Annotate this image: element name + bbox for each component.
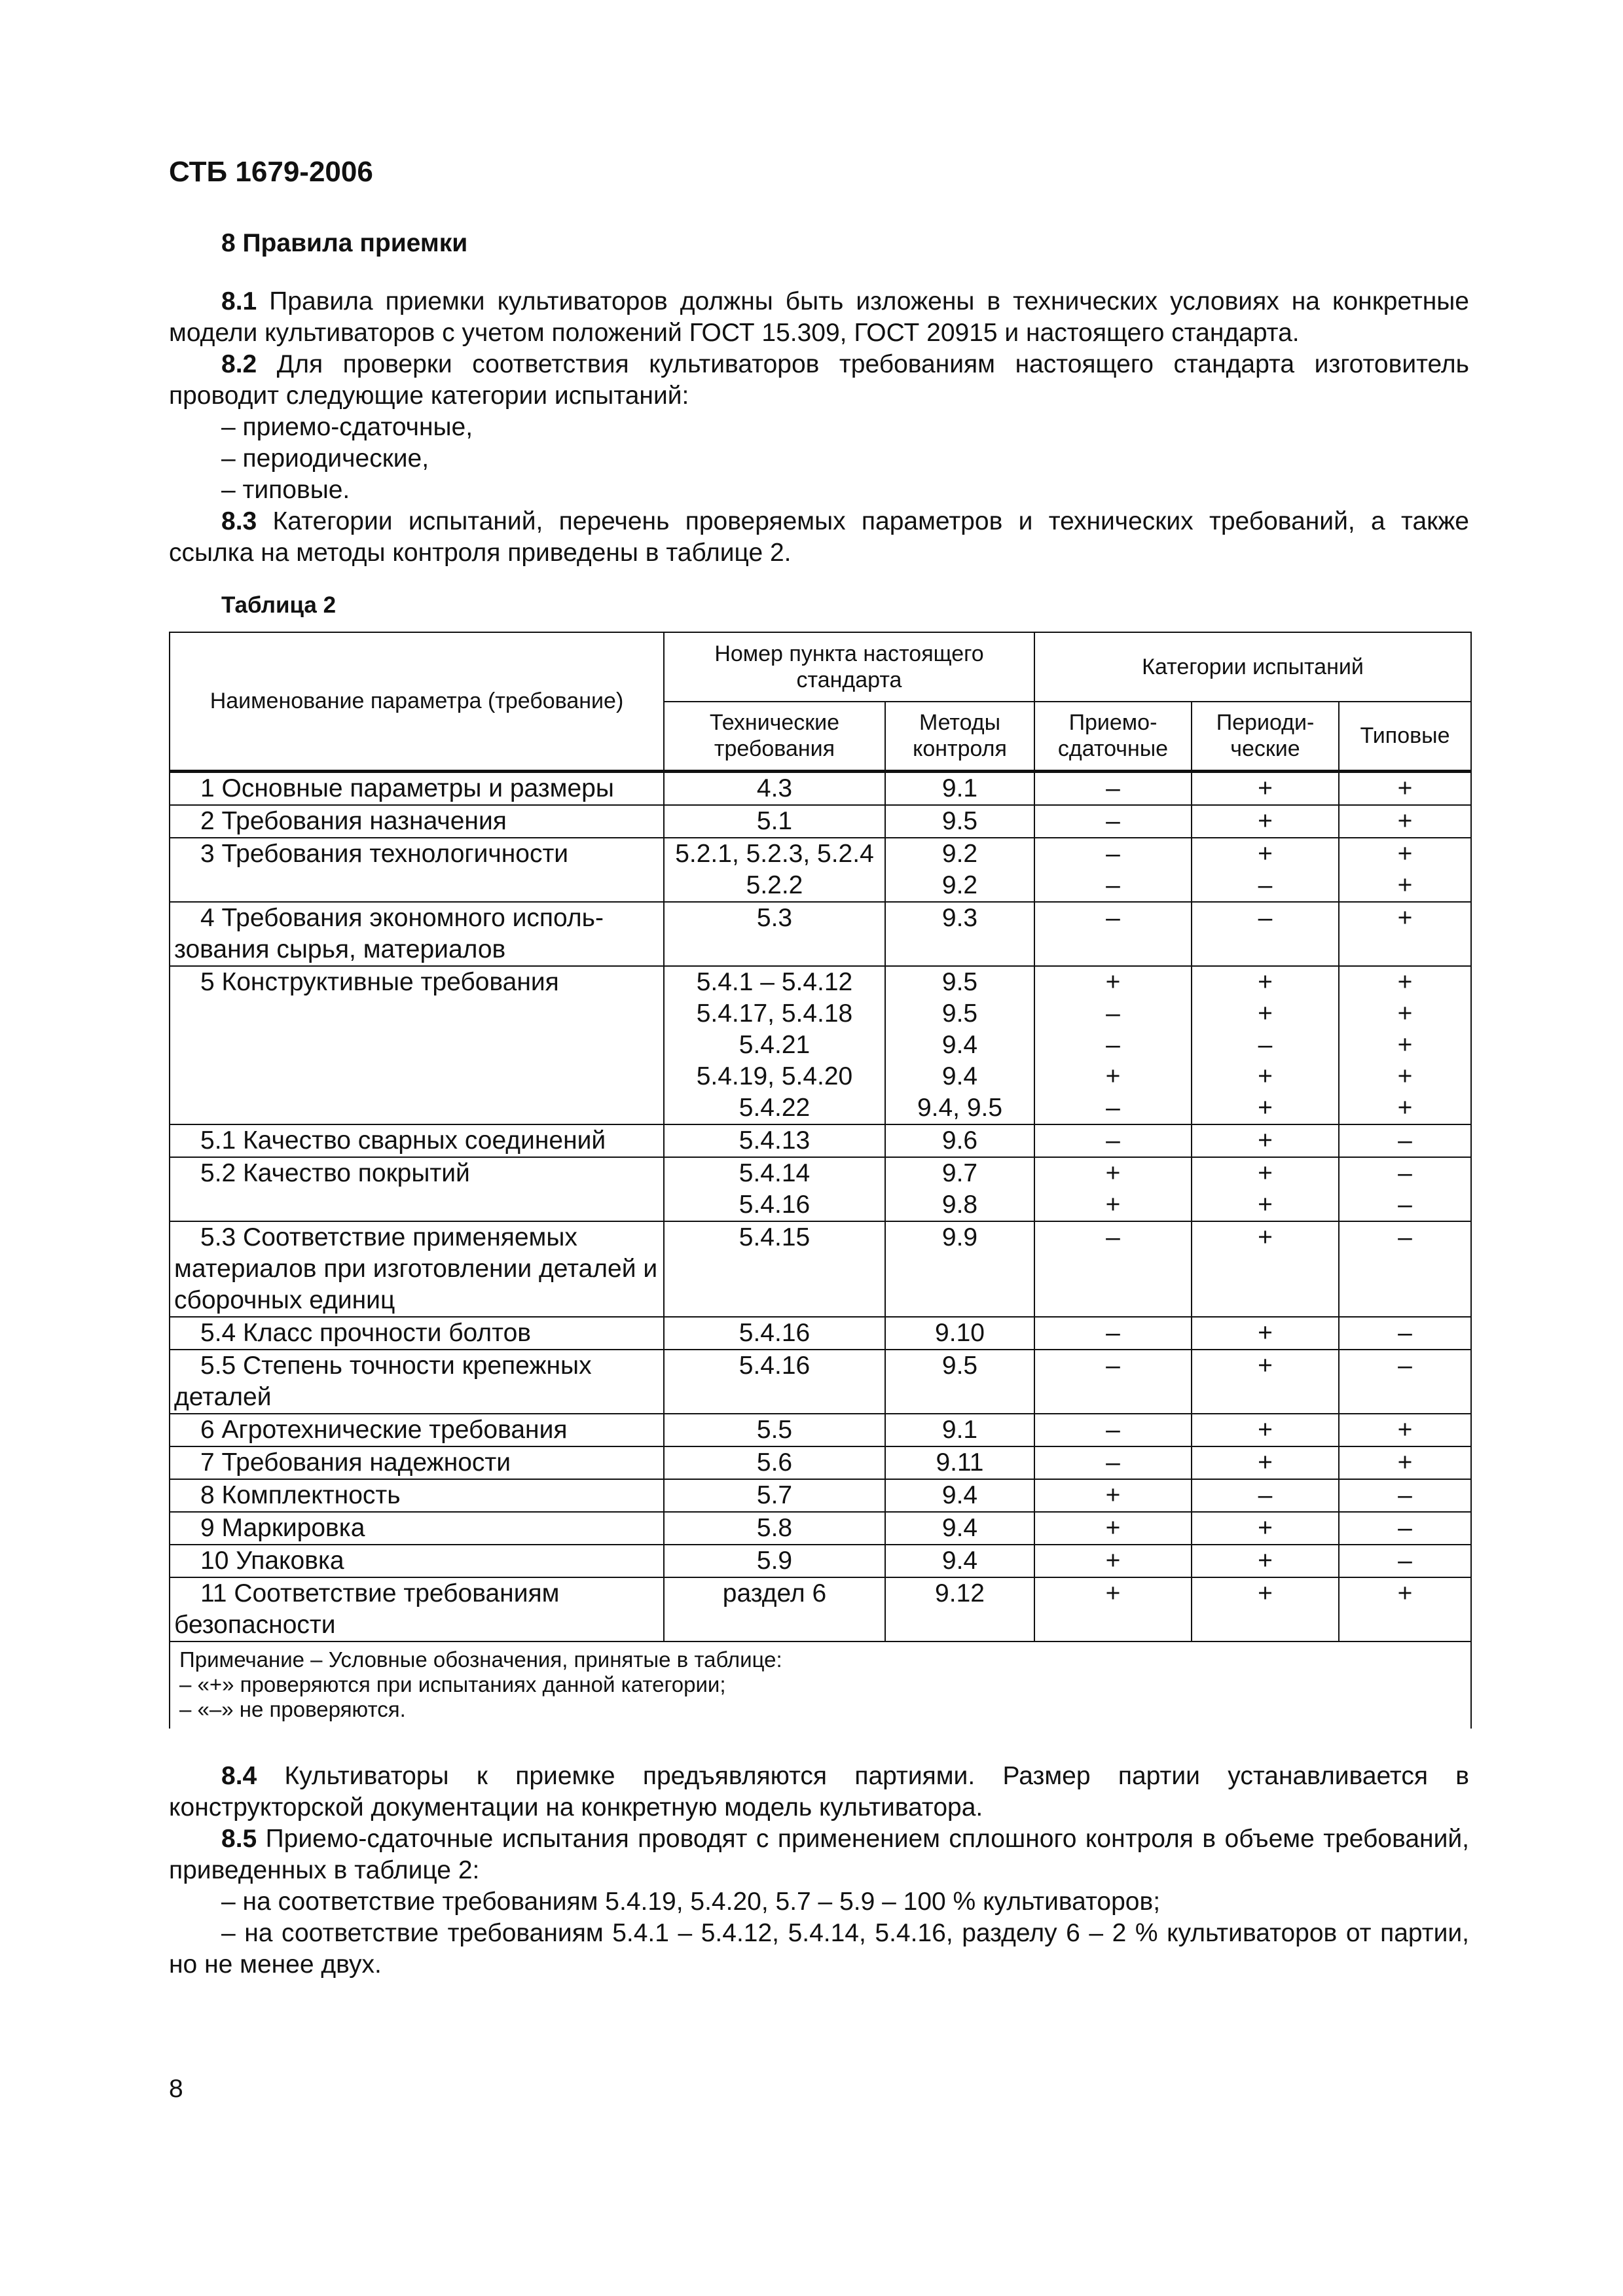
acceptance-cell: + [1034,1189,1192,1221]
type-test-cell: – [1339,1545,1471,1577]
param-name: 8 Комплектность [200,1480,401,1509]
type-test-cell: + [1339,1446,1471,1479]
type-test-cell: + [1339,838,1471,870]
paragraphs-top [169,286,1469,569]
param-name-cell [170,1577,664,1641]
tech-req-cell: 5.5 [664,1414,885,1446]
list-item: – на соответствие требованиям 5.4.19, 5.4.20, 5.7 – 5.9 – 100 % культиваторов; [221,1888,1161,1916]
method-cell: 9.5 [885,966,1034,998]
periodic-cell: + [1192,1512,1339,1545]
periodic-cell: + [1192,1221,1339,1317]
periodic-cell: + [1192,966,1339,998]
param-name: 6 Агротехнические требования [200,1415,568,1444]
type-test-cell: – [1339,1124,1471,1157]
paragraph-text: Правила приемки культиваторов должны быть изложены в технических условиях на конкретные модели культиваторов с учетом положений ГОСТ 15.309, ГОСТ 20915 и настоящего стандарта. [169,287,1469,347]
type-test-cell: + [1339,1414,1471,1446]
table-row [170,805,1471,838]
table-row [170,771,1471,805]
list-item: – на соответствие требованиям 5.4.1 – 5.4.12, 5.4.14, 5.4.16, разделу 6 – 2 % культиваторов от партии, но не менее двух. [169,1919,1469,1979]
param-name-cell [170,1350,664,1414]
param-name-cell [170,1545,664,1577]
tech-req-cell: 5.2.2 [664,870,885,902]
param-name-cell [170,1479,664,1512]
header-periodic: Периоди-ческие [1192,702,1339,771]
periodic-cell: + [1192,1350,1339,1414]
periodic-cell: + [1192,1414,1339,1446]
method-cell: 9.5 [885,1350,1034,1414]
table-row [170,902,1471,966]
param-name: 5.1 Качество сварных соединений [200,1126,606,1155]
paragraph-text: Культиваторы к приемке предъявляются партиями. Размер партии устанавливается в конструкторской документации на конкретную модель культиватора. [169,1762,1469,1821]
section-title: 8 Правила приемки [221,229,468,257]
method-cell: 9.9 [885,1221,1034,1317]
tech-req-cell: 5.4.15 [664,1221,885,1317]
paragraph-8-5 [169,1823,1469,1886]
type-test-cell: + [1339,870,1471,902]
method-cell: 9.2 [885,870,1034,902]
param-name-cell [170,902,664,966]
tech-req-cell: 5.4.16 [664,1189,885,1221]
param-name: 5.4 Класс прочности болтов [200,1318,531,1347]
tech-req-cell: раздел 6 [664,1577,885,1641]
periodic-cell: – [1192,870,1339,902]
tech-req-cell: 5.4.17, 5.4.18 [664,998,885,1030]
param-name-cell [170,1157,664,1221]
method-cell: 9.11 [885,1446,1034,1479]
acceptance-cell: + [1034,1479,1192,1512]
paragraph-text: Категории испытаний, перечень проверяемых параметров и технических требований, а также ссылка на методы контроля приведены в таблице 2. [169,507,1469,567]
periodic-cell: + [1192,998,1339,1030]
type-test-cell: + [1339,1577,1471,1641]
paragraph-8-3 [169,506,1469,569]
tech-req-cell: 5.1 [664,805,885,838]
param-name-cell [170,966,664,1124]
header-tech-requirements: Технические требования [664,702,885,771]
acceptance-cell: + [1034,1577,1192,1641]
type-test-cell: + [1339,771,1471,805]
method-cell: 9.4 [885,1512,1034,1545]
method-cell: 9.3 [885,902,1034,966]
method-cell: 9.12 [885,1577,1034,1641]
acceptance-cell: – [1034,1350,1192,1414]
periodic-cell: + [1192,1317,1339,1350]
param-name: 5.5 Степень точности крепежных деталей [174,1351,592,1411]
param-name: 9 Маркировка [200,1513,365,1542]
table-row [170,1157,1471,1189]
note-line: – «–» не проверяются. [179,1696,406,1721]
table-row [170,1414,1471,1446]
acceptance-cell: – [1034,998,1192,1030]
method-cell: 9.10 [885,1317,1034,1350]
paragraph-number: 8.4 [221,1762,257,1790]
table-caption: Таблица 2 [221,592,337,618]
type-test-cell: + [1339,966,1471,998]
table-row [170,838,1471,870]
method-cell: 9.6 [885,1124,1034,1157]
paragraph-number: 8.5 [221,1825,257,1853]
table-body [170,771,1471,1729]
header-methods: Методы контроля [885,702,1034,771]
acceptance-cell: – [1034,1124,1192,1157]
type-test-cell: + [1339,1030,1471,1061]
acceptance-cell: + [1034,1512,1192,1545]
param-name-cell [170,771,664,805]
param-name: 2 Требования назначения [200,806,507,835]
acceptance-cell: – [1034,1030,1192,1061]
type-test-cell: + [1339,805,1471,838]
param-name: 7 Требования надежности [200,1448,511,1477]
tech-req-cell: 5.4.1 – 5.4.12 [664,966,885,998]
paragraph-8-4 [169,1761,1469,1823]
periodic-cell: + [1192,805,1339,838]
table-row [170,1317,1471,1350]
acceptance-cell: + [1034,1157,1192,1189]
tech-req-cell: 5.4.22 [664,1092,885,1124]
tech-req-cell: 5.4.16 [664,1350,885,1414]
param-name: 5 Конструктивные требования [200,967,559,996]
method-cell: 9.2 [885,838,1034,870]
table-row [170,1512,1471,1545]
acceptance-cell: – [1034,902,1192,966]
type-test-cell: + [1339,1092,1471,1124]
param-name-cell [170,1446,664,1479]
method-cell: 9.8 [885,1189,1034,1221]
periodic-cell: + [1192,1124,1339,1157]
param-name: 1 Основные параметры и размеры [200,774,614,802]
param-name-cell [170,1414,664,1446]
periodic-cell: + [1192,1061,1339,1092]
table-row [170,1446,1471,1479]
table-note [170,1641,1471,1729]
periodic-cell: – [1192,1030,1339,1061]
paragraph-text: Приемо-сдаточные испытания проводят с применением сплошного контроля в объеме требований, приведенных в таблице 2: [169,1825,1469,1884]
param-name: 11 Соответствие требованиям безопасности [174,1579,560,1639]
method-cell: 9.4 [885,1061,1034,1092]
tech-req-cell: 5.4.19, 5.4.20 [664,1061,885,1092]
type-test-cell: – [1339,1317,1471,1350]
acceptance-cell: – [1034,1221,1192,1317]
param-name: 4 Требования экономного исполь-зования сырья, материалов [174,903,604,963]
type-test-cell: + [1339,998,1471,1030]
acceptance-cell: – [1034,771,1192,805]
method-cell: 9.5 [885,998,1034,1030]
acceptance-cell: – [1034,1317,1192,1350]
acceptance-cell: – [1034,1092,1192,1124]
type-test-cell: – [1339,1512,1471,1545]
periodic-cell: – [1192,902,1339,966]
paragraph-number: 8.2 [221,350,257,378]
tech-req-cell: 5.8 [664,1512,885,1545]
tech-req-cell: 5.4.16 [664,1317,885,1350]
list-item: – типовые. [221,476,350,504]
periodic-cell: + [1192,771,1339,805]
table-row [170,966,1471,998]
tech-req-cell: 5.4.21 [664,1030,885,1061]
periodic-cell: + [1192,1545,1339,1577]
tech-req-cell: 5.4.13 [664,1124,885,1157]
periodic-cell: + [1192,1446,1339,1479]
acceptance-cell: – [1034,805,1192,838]
table-row [170,1577,1471,1641]
acceptance-cell: + [1034,966,1192,998]
param-name-cell [170,1124,664,1157]
param-name-cell [170,838,664,902]
type-test-cell: – [1339,1350,1471,1414]
param-name: 3 Требования технологичности [200,839,569,868]
tech-req-cell: 5.6 [664,1446,885,1479]
param-name: 5.3 Соответствие применяемых материалов при изготовлении деталей и сборочных единиц [174,1223,658,1314]
list-item: – приемо-сдаточные, [221,413,473,441]
tech-req-cell: 5.4.14 [664,1157,885,1189]
periodic-cell: + [1192,1189,1339,1221]
tech-req-cell: 5.3 [664,902,885,966]
periodic-cell: + [1192,1157,1339,1189]
paragraph-8-1 [169,286,1469,349]
param-name-cell [170,805,664,838]
table-row [170,1350,1471,1414]
method-cell: 9.5 [885,805,1034,838]
periodic-cell: + [1192,838,1339,870]
method-cell: 9.4, 9.5 [885,1092,1034,1124]
method-cell: 9.4 [885,1030,1034,1061]
method-cell: 9.1 [885,1414,1034,1446]
acceptance-cell: – [1034,870,1192,902]
param-name-cell [170,1512,664,1545]
acceptance-cell: – [1034,1446,1192,1479]
test-categories-table [169,632,1472,1729]
acceptance-cell: – [1034,1414,1192,1446]
periodic-cell: + [1192,1092,1339,1124]
tech-req-cell: 5.2.1, 5.2.3, 5.2.4 [664,838,885,870]
method-cell: 9.4 [885,1479,1034,1512]
paragraph-number: 8.3 [221,507,257,535]
type-test-cell: – [1339,1221,1471,1317]
acceptance-cell: + [1034,1545,1192,1577]
acceptance-cell: – [1034,838,1192,870]
header-categories-group: Категории испытаний [1034,632,1471,702]
periodic-cell: + [1192,1577,1339,1641]
paragraphs-bottom [169,1761,1469,1981]
paragraph-text: Для проверки соответствия культиваторов требованиям настоящего стандарта изготовитель проводит следующие категории испытаний: [169,350,1469,410]
header-param-name: Наименование параметра (требование) [170,632,664,771]
note-line: – «+» проверяются при испытаниях данной категории; [179,1672,726,1696]
param-name: 5.2 Качество покрытий [200,1158,470,1187]
table-row [170,1124,1471,1157]
method-cell: 9.1 [885,771,1034,805]
header-type-tests: Типовые [1339,702,1471,771]
method-cell: 9.7 [885,1157,1034,1189]
tech-req-cell: 5.9 [664,1545,885,1577]
table-note-row [170,1641,1471,1729]
document-id: СТБ 1679-2006 [169,156,373,188]
tech-req-cell: 4.3 [664,771,885,805]
paragraph-number: 8.1 [221,287,257,315]
header-clause-group: Номер пункта настоящего стандарта [664,632,1034,702]
paragraph-8-2 [169,349,1469,412]
type-test-cell: – [1339,1479,1471,1512]
tech-req-cell: 5.7 [664,1479,885,1512]
type-test-cell: – [1339,1157,1471,1189]
table-row [170,1479,1471,1512]
method-cell: 9.4 [885,1545,1034,1577]
param-name: 10 Упаковка [200,1546,344,1575]
param-name-cell [170,1221,664,1317]
list-item: – периодические, [221,444,429,473]
note-line: Примечание – Условные обозначения, принятые в таблице: [179,1647,782,1672]
acceptance-cell: + [1034,1061,1192,1092]
periodic-cell: – [1192,1479,1339,1512]
param-name-cell [170,1317,664,1350]
table-row [170,1545,1471,1577]
table-row [170,1221,1471,1317]
type-test-cell: + [1339,902,1471,966]
header-acceptance: Приемо-сдаточные [1034,702,1192,771]
type-test-cell: + [1339,1061,1471,1092]
page-number: 8 [169,2075,183,2103]
type-test-cell: – [1339,1189,1471,1221]
